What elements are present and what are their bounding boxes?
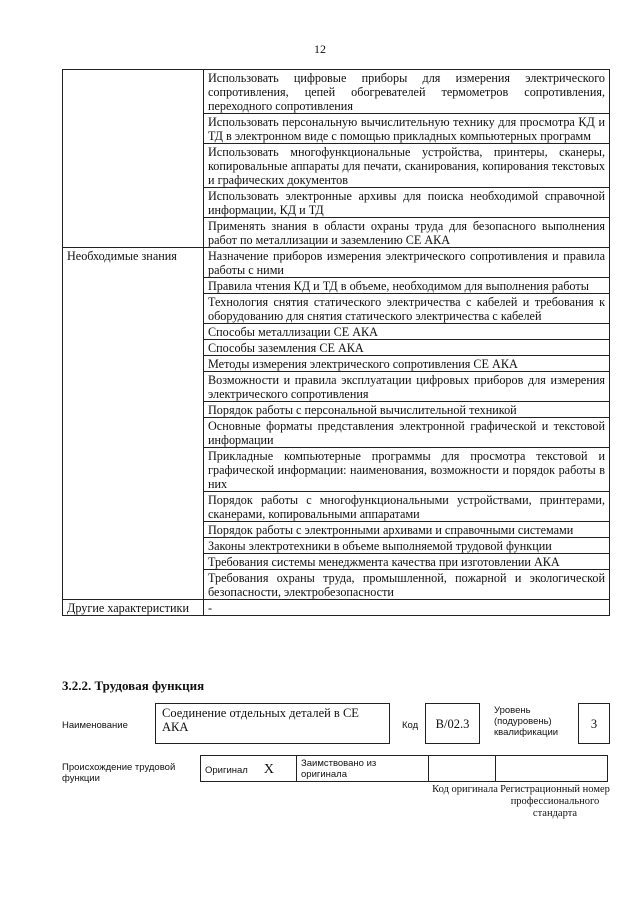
table-row [63,248,610,278]
table-cell: Правила чтения КД и ТД в объеме, необходимом для выполнения работы [204,278,610,294]
origin-label: Происхождение трудовой функции [62,762,176,784]
table-row [63,600,610,616]
skills-knowledge-table [62,69,610,616]
table-cell: Порядок работы с многофункциональными устройствами, принтерами, сканерами, копировальными аппаратами [204,492,610,522]
table-cell: Применять знания в области охраны труда для безопасного выполнения работ по металлизации и заземлению СЕ АКА [204,218,610,248]
table-cell: Использовать цифровые приборы для измерения электрического сопротивления, цепей обогревателей термометров сопротивления, переходного сопротивления [204,70,610,114]
table-cell: Способы металлизации СЕ АКА [204,324,610,340]
table-cell: Порядок работы с электронными архивами и справочными системами [204,522,610,538]
row-group-label: Необходимые знания [63,248,204,600]
code-value: В/02.3 [435,717,470,731]
table-cell: Назначение приборов измерения электрического сопротивления и правила работы с ними [204,248,610,278]
level-label: Уровень (подуровень) квалификации [494,705,559,738]
table-row [63,70,610,114]
section-title: 3.2.2. Трудовая функция [62,678,205,693]
table-cell: Использовать электронные архивы для поиска необходимой справочной информации, КД и ТД [204,188,610,218]
table-cell: Возможности и правила эксплуатации цифровых приборов для измерения электрического сопротивления [204,372,610,402]
code-label: Код [402,720,419,731]
table-cell: Способы заземления СЕ АКА [204,340,610,356]
borrowed-label: Заимствовано из оригинала [297,756,429,782]
row-group-label [63,70,204,248]
code-original-caption: Код оригинала [432,784,498,795]
original-mark: X [263,761,274,777]
row-group-label: Другие характеристики [63,600,204,616]
table-cell: Порядок работы с персональной вычислительной техникой [204,402,610,418]
table-cell: Использовать персональную вычислительную технику для просмотра КД и ТД в электронном виде с помощью прикладных компьютерных программ [204,114,610,144]
table-cell: Прикладные компьютерные программы для просмотра текстовой и графической информации: наименования, возможности и порядок работы в них [204,448,610,492]
name-label: Наименование [62,720,128,731]
origin-table [200,755,608,782]
table-cell: Основные форматы представления электронной графической и текстовой информации [204,418,610,448]
page-number: 12 [314,42,326,56]
table-cell: Использовать многофункциональные устройства, принтеры, сканеры, копировальные аппараты для печати, сканирования, копирования текстовых и графических документов [204,144,610,188]
table-cell: - [204,600,610,616]
original-cell [201,756,297,782]
reg-number-cell [496,756,608,782]
table-cell: Технология снятия статического электричества с кабелей и требования к оборудованию для снятия статического электричества с кабелей [204,294,610,324]
table-cell: Требования охраны труда, промышленной, пожарной и экологической безопасности, электробезопасности [204,570,610,600]
table-cell: Требования системы менеджмента качества при изготовлении АКА [204,554,610,570]
table-cell: Законы электротехники в объеме выполняемой трудовой функции [204,538,610,554]
level-value: 3 [590,717,598,731]
original-label: Оригинал [205,764,248,776]
code-original-cell [429,756,496,782]
table-cell: Методы измерения электрического сопротивления СЕ АКА [204,356,610,372]
name-value: Соединение отдельных деталей в СЕ АКА [162,706,359,734]
reg-number-caption: Регистрационный номер профессионального стандарта [500,784,610,819]
